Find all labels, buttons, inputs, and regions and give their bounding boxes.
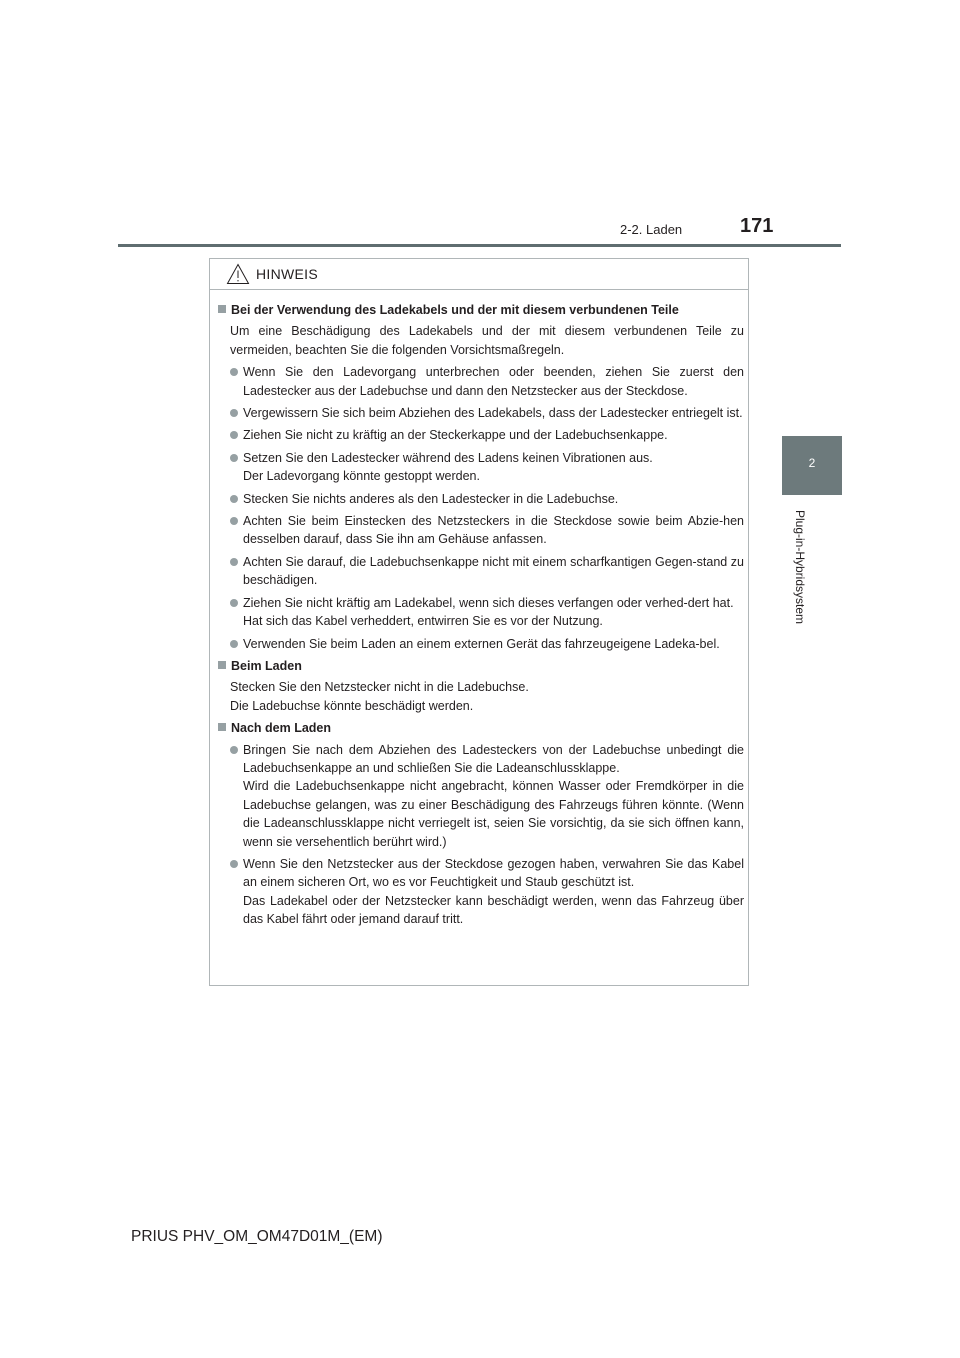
notice-box <box>209 258 749 986</box>
page-number: 171 <box>740 215 774 237</box>
round-bullet-icon <box>230 368 238 376</box>
section-heading: Nach dem Laden <box>218 719 744 737</box>
list-item: Stecken Sie nichts anderes als den Ladestecker in die Ladebuchse. <box>218 490 744 508</box>
round-bullet-icon <box>230 409 238 417</box>
round-bullet-icon <box>230 746 238 754</box>
round-bullet-icon <box>230 640 238 648</box>
list-item: Achten Sie darauf, die Ladebuchsenkappe nicht mit einem scharfkantigen Gegen-stand zu beschädigen. <box>218 553 744 590</box>
document-id: PRIUS PHV_OM_OM47D01M_(EM) <box>131 1228 383 1245</box>
chapter-number: 2 <box>808 456 816 470</box>
paragraph: Um eine Beschädigung des Ladekabels und der mit diesem verbundenen Teile zu vermeiden, beachten Sie die folgenden Vorsichtsmaßregeln. <box>230 324 744 357</box>
chapter-tab[interactable] <box>782 436 842 495</box>
notice-body <box>218 301 744 933</box>
list-item: Verwenden Sie beim Laden an einem externen Gerät das fahrzeugeigene Ladeka-bel. <box>218 635 744 653</box>
round-bullet-icon <box>230 860 238 868</box>
list-item: Setzen Sie den Ladestecker während des Ladens keinen Vibrationen aus. Der Ladevorgang könnte gestoppt werden. <box>218 449 744 486</box>
section-title: 2-2. Laden <box>620 222 683 237</box>
warning-triangle-icon <box>226 263 250 285</box>
list-item: Achten Sie beim Einstecken des Netzsteckers in die Steckdose sowie beim Abzie-hen desselben darauf, dass Sie ihn am Gehäuse anfassen. <box>218 512 744 549</box>
list-item: Wenn Sie den Netzstecker aus der Steckdose gezogen haben, verwahren Sie das Kabel an einem sicheren Ort, wo es vor Feuchtigkeit und Staub geschützt ist. Das Ladekabel oder der Netzstecker kann beschädigt werden, wenn das Fahrzeug über das Kabel fährt oder jemand darauf tritt. <box>218 855 744 929</box>
round-bullet-icon <box>230 454 238 462</box>
round-bullet-icon <box>230 495 238 503</box>
list-item: Ziehen Sie nicht zu kräftig an der Steckerkappe und der Ladebuchsenkappe. <box>218 426 744 444</box>
round-bullet-icon <box>230 517 238 525</box>
header-divider <box>118 244 841 247</box>
notice-header <box>210 259 748 290</box>
list-item: Bringen Sie nach dem Abziehen des Ladesteckers von der Ladebuchse unbedingt die Ladebuchsenkappe an und schließen Sie die Ladeanschlussklappe. Wird die Ladebuchsenkappe nicht angebracht, können Wasser oder Fremdkörper in die Ladebuchse gelangen, was zu einer Beschädigung des Fahrzeugs führen könnte. (Wenn die Ladeanschlussklappe nicht verriegelt ist, seien Sie vorsichtig, da sie sich öffnen kann, wenn sie versehentlich berührt wird.) <box>218 741 744 851</box>
list-item: Vergewissern Sie sich beim Abziehen des Ladekabels, dass der Ladestecker entriegelt ist. <box>218 404 744 422</box>
round-bullet-icon <box>230 558 238 566</box>
square-bullet-icon <box>218 305 226 313</box>
round-bullet-icon <box>230 599 238 607</box>
square-bullet-icon <box>218 723 226 731</box>
chapter-title: Plug-in-Hybridsystem <box>793 509 807 625</box>
paragraph: Stecken Sie den Netzstecker nicht in die Ladebuchse. Die Ladebuchse könnte beschädigt werden. <box>230 680 529 713</box>
section-heading: Beim Laden <box>218 657 744 675</box>
notice-title: HINWEIS <box>256 266 318 282</box>
list-item: Ziehen Sie nicht kräftig am Ladekabel, wenn sich dieses verfangen oder verhed-dert hat. Hat sich das Kabel verheddert, entwirren Sie es vor der Nutzung. <box>218 594 744 631</box>
list-item: Wenn Sie den Ladevorgang unterbrechen oder beenden, ziehen Sie zuerst den Ladestecker aus der Ladebuchse und dann den Netzstecker aus der Steckdose. <box>218 363 744 400</box>
square-bullet-icon <box>218 661 226 669</box>
section-heading: Bei der Verwendung des Ladekabels und der mit diesem verbundenen Teile <box>218 301 744 319</box>
round-bullet-icon <box>230 431 238 439</box>
